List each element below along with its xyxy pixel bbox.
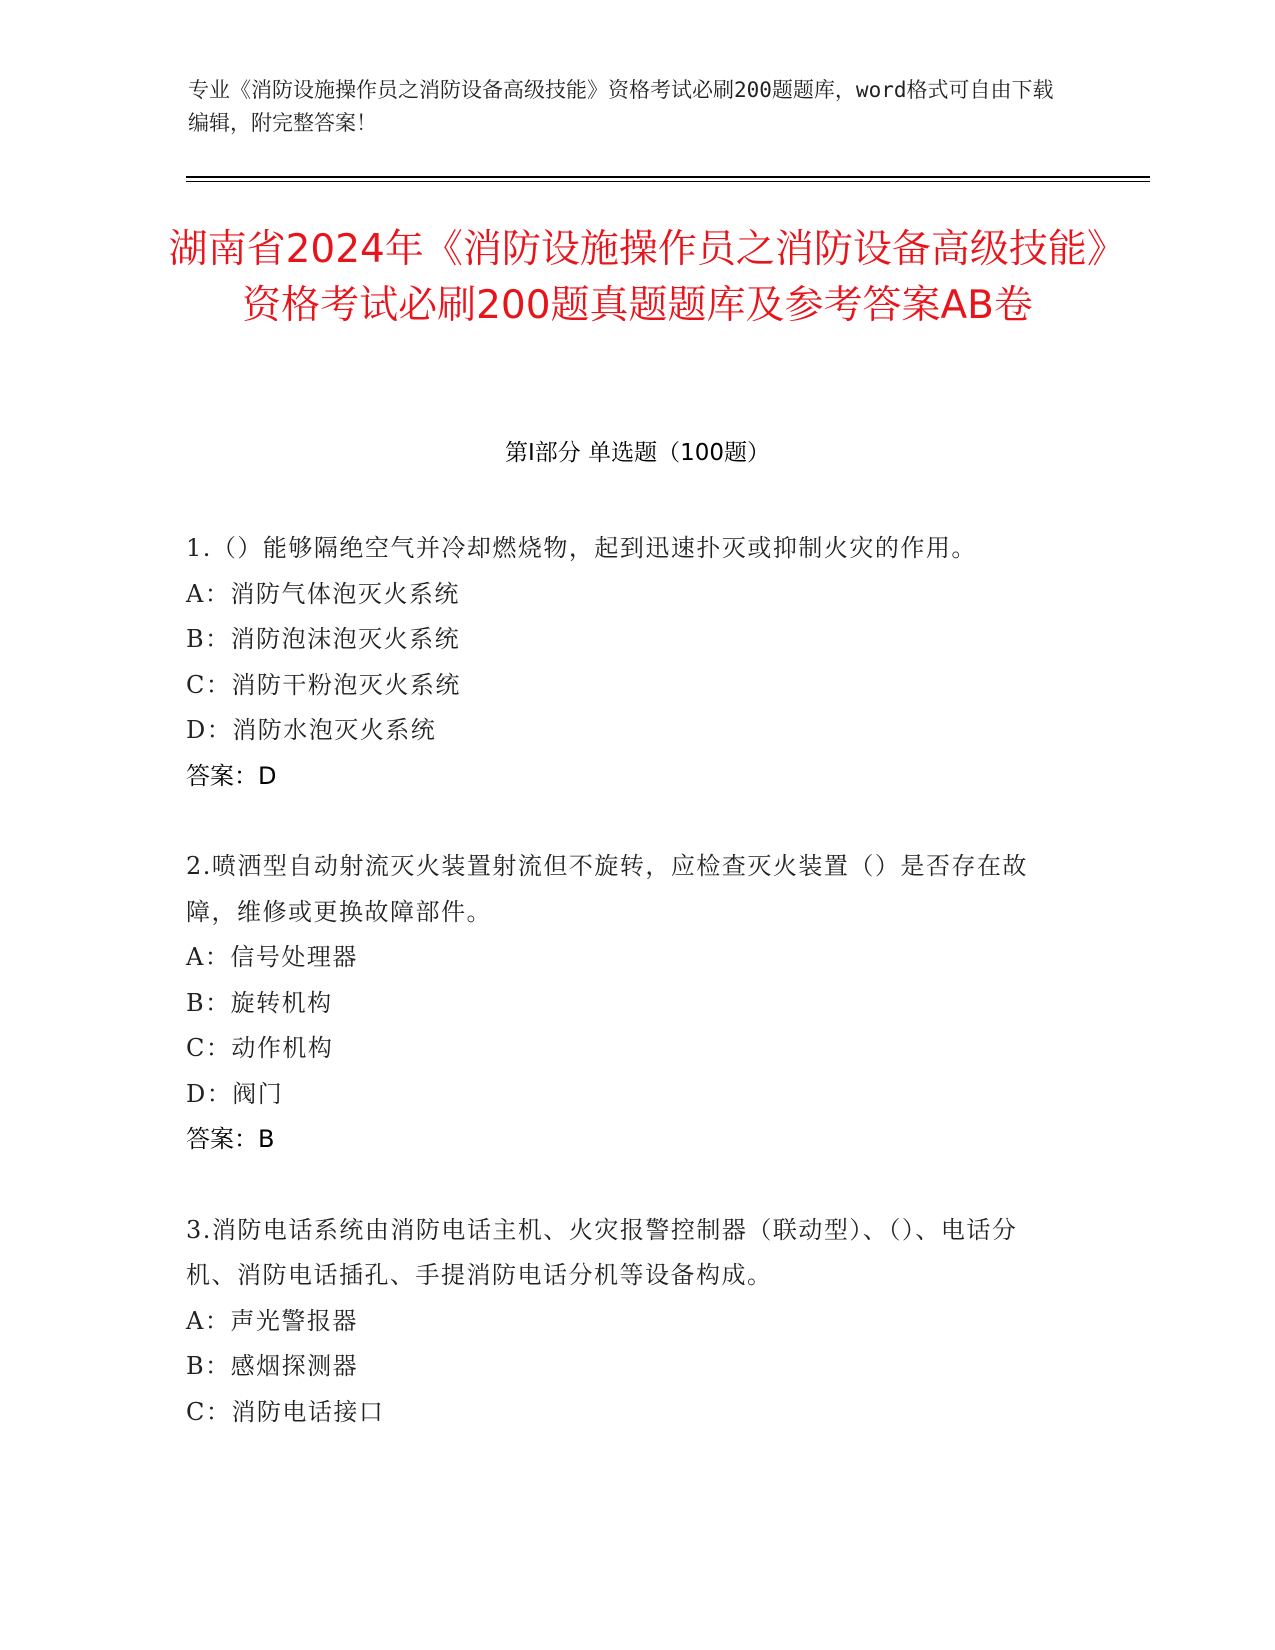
question-text: 2.喷洒型自动射流灭火装置射流但不旋转，应检查灭火装置（）是否存在故障，维修或更换故障部件。 bbox=[186, 852, 1028, 926]
option-d: D：阀门 bbox=[186, 1079, 284, 1108]
option-b: B：旋转机构 bbox=[186, 988, 333, 1017]
option-a: A：信号处理器 bbox=[186, 943, 358, 971]
header-rule-thin bbox=[186, 181, 1150, 182]
option-d: D：消防水泡灭火系统 bbox=[186, 716, 437, 744]
question-3 bbox=[186, 1208, 1066, 1436]
document-title: 湖南省2024年《消防设施操作员之消防设备高级技能》资格考试必刷200题真题题库及参考答案AB卷 bbox=[168, 227, 1107, 328]
option-b: B：消防泡沫泡灭火系统 bbox=[186, 625, 461, 653]
section-heading: 第Ⅰ部分 单选题（100题） bbox=[505, 440, 770, 466]
answer-line: 答案：B bbox=[186, 1125, 275, 1153]
question-text: 1.（）能够隔绝空气并冷却燃烧物，起到迅速扑灭或抑制火灾的作用。 bbox=[186, 534, 977, 562]
option-c: C：动作机构 bbox=[186, 1034, 334, 1062]
header-rule-thick bbox=[186, 176, 1150, 178]
question-text: 3.消防电话系统由消防电话主机、火灾报警控制器（联动型）、（）、电话分机、消防电话插孔、手提消防电话分机等设备构成。 bbox=[186, 1215, 1018, 1289]
option-a: A：消防气体泡灭火系统 bbox=[186, 579, 460, 608]
question-list bbox=[186, 526, 1066, 1480]
question-2 bbox=[186, 844, 1066, 1163]
header-note: 专业《消防设施操作员之消防设备高级技能》资格考试必刷200题题库，word格式可自由下载编辑，附完整答案！ bbox=[188, 78, 1054, 135]
option-b: B：感烟探测器 bbox=[186, 1352, 359, 1380]
answer-line: 答案：D bbox=[186, 761, 277, 790]
option-c: C：消防电话接口 bbox=[186, 1397, 385, 1426]
option-a: A：声光警报器 bbox=[186, 1306, 358, 1335]
option-c: C：消防干粉泡灭火系统 bbox=[186, 670, 461, 699]
question-1 bbox=[186, 526, 1066, 799]
